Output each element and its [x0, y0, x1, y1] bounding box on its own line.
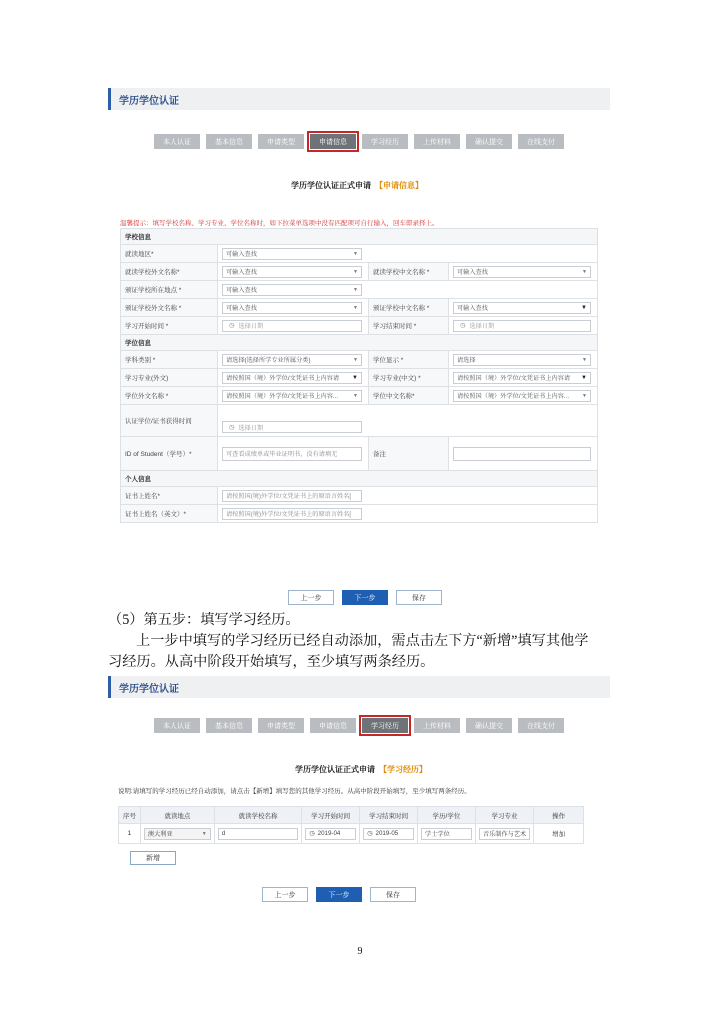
- start-date-label: 学习开始时间 *: [121, 317, 218, 335]
- chevron-down-icon: ▼: [582, 392, 587, 399]
- subject-select[interactable]: 请选择(选择所学专业所属分类) ▼: [222, 354, 362, 366]
- degree-cn-select[interactable]: 请按照国（境）外学位/文凭证书上内容... ▼: [453, 390, 591, 402]
- section-degree: 学位信息: [121, 335, 598, 351]
- school-foreign-label: 就读学校外文名称*: [121, 263, 218, 281]
- page-tag: 【学习经历】: [379, 765, 427, 774]
- page-title: 学历学位认证正式申请 【学习经历】: [295, 765, 427, 774]
- remark-input[interactable]: [453, 447, 591, 461]
- application-info-screenshot: [108, 88, 610, 608]
- issuer-foreign-select[interactable]: 可输入查找 ▼: [222, 302, 362, 314]
- major-cn-select[interactable]: 请按照国（境）外学位/文凭证书上内容请 ▼: [453, 372, 591, 384]
- row-index: 1: [119, 824, 141, 844]
- chevron-down-icon: ▼: [353, 356, 358, 363]
- step-application-type[interactable]: 申请类型: [258, 134, 304, 149]
- study-history-table: [118, 806, 584, 844]
- subject-label: 学科类别 *: [121, 351, 218, 369]
- issuer-cn-select[interactable]: 可输入查找 ▼: [453, 302, 591, 314]
- step-application-info[interactable]: 申请信息: [310, 718, 356, 733]
- add-button[interactable]: 新增: [130, 851, 176, 865]
- next-button[interactable]: 下一步: [342, 590, 388, 605]
- column-header: 学历/学位: [418, 807, 476, 824]
- issuer-region-select[interactable]: 可输入查找 ▼: [222, 284, 362, 296]
- clock-icon: ◷: [309, 830, 315, 837]
- end-date-picker[interactable]: ◷ 选择日期: [453, 320, 591, 332]
- column-header: 序号: [119, 807, 141, 824]
- step-application-type[interactable]: 申请类型: [258, 718, 304, 733]
- form-actions: [262, 887, 416, 902]
- section-header: 学历学位认证: [108, 88, 610, 110]
- step-study-history[interactable]: 学习经历: [362, 718, 408, 733]
- degree-input[interactable]: 学士学位: [421, 828, 472, 840]
- student-id-input[interactable]: 可查看成绩单或毕业证明书，没有请填无: [222, 447, 362, 461]
- section-header: 学历学位认证: [108, 676, 610, 698]
- step-identity[interactable]: 本人认证: [154, 134, 200, 149]
- chevron-down-icon: ▼: [353, 250, 358, 257]
- school-cn-label: 就读学校中文名称 *: [369, 263, 449, 281]
- step-identity[interactable]: 本人认证: [154, 718, 200, 733]
- issuer-foreign-label: 颁证学校外文名称 *: [121, 299, 218, 317]
- degree-cn-label: 学位中文名称*: [369, 387, 449, 405]
- section-personal: 个人信息: [121, 471, 598, 487]
- chevron-down-icon: ▼: [353, 304, 358, 311]
- student-id-label: ID of Student（学号）*: [121, 437, 218, 471]
- section-school: 学校信息: [121, 229, 598, 245]
- column-header: 学习开始时间: [302, 807, 360, 824]
- column-header: 就读学校名称: [214, 807, 302, 824]
- step-nav: [154, 134, 564, 149]
- school-cn-select[interactable]: 可输入查找 ▼: [453, 266, 591, 278]
- next-button[interactable]: 下一步: [316, 887, 362, 902]
- cert-name-en-label: 证书上姓名（英文）*: [121, 505, 218, 523]
- award-date-picker[interactable]: ◷ 选择日期: [222, 421, 362, 433]
- award-date-label: 认证学位/证书获得时间: [121, 405, 218, 437]
- step-nav: [154, 718, 564, 733]
- column-header: 学习专业: [475, 807, 533, 824]
- step-confirm[interactable]: 确认提交: [466, 134, 512, 149]
- school-foreign-select[interactable]: 可输入查找 ▼: [222, 266, 362, 278]
- major-cn-label: 学习专业(中文) *: [369, 369, 449, 387]
- degree-en-select[interactable]: 请按照国（境）外学位/文凭证书上内容... ▼: [222, 390, 362, 402]
- step-upload[interactable]: 上传材料: [414, 718, 460, 733]
- clock-icon: ◷: [460, 322, 466, 329]
- cert-name-input[interactable]: 请按照国(境)外学位/文凭证书上的原语言姓名[: [222, 490, 362, 502]
- prev-button[interactable]: 上一步: [262, 887, 308, 902]
- column-header: 就读地点: [140, 807, 214, 824]
- chevron-down-icon: ▼: [201, 830, 207, 837]
- chevron-down-icon: ▼: [352, 374, 358, 381]
- chevron-down-icon: ▼: [581, 304, 587, 311]
- chevron-down-icon: ▼: [582, 356, 587, 363]
- application-form: [120, 228, 598, 523]
- major-en-label: 学习专业(外文): [121, 369, 218, 387]
- end-date-picker[interactable]: ◷ 2019-05: [363, 828, 414, 840]
- page-title: 学历学位认证正式申请 【申请信息】: [291, 181, 423, 190]
- page-tag: 【申请信息】: [375, 181, 423, 190]
- column-header: 操作: [534, 807, 584, 824]
- prev-button[interactable]: 上一步: [288, 590, 334, 605]
- step-payment[interactable]: 在线支付: [518, 134, 564, 149]
- step-basic-info[interactable]: 基本信息: [206, 718, 252, 733]
- step-confirm[interactable]: 确认提交: [466, 718, 512, 733]
- end-date-label: 学习结束时间 *: [369, 317, 449, 335]
- chevron-down-icon: ▼: [353, 286, 358, 293]
- degree-show-label: 学位显示 *: [369, 351, 449, 369]
- start-date-picker[interactable]: ◷ 2019-04: [305, 828, 356, 840]
- column-header: 学习结束时间: [360, 807, 418, 824]
- page-number: 9: [357, 946, 363, 957]
- step-basic-info[interactable]: 基本信息: [206, 134, 252, 149]
- step-payment[interactable]: 在线支付: [518, 718, 564, 733]
- table-row: [119, 824, 584, 844]
- school-input[interactable]: d: [218, 828, 299, 840]
- issuer-region-label: 颁证学校所在地点 *: [121, 281, 218, 299]
- cert-name-en-input[interactable]: 请按照国(境)外学位/文凭证书上的原语言姓名[: [222, 508, 362, 520]
- country-label: 就读地区*: [121, 245, 218, 263]
- step-application-info[interactable]: 申请信息: [310, 134, 356, 149]
- location-select[interactable]: 澳大利亚 ▼: [144, 828, 211, 840]
- remark-label: 备注: [369, 437, 449, 471]
- step5-heading: （5）第五步：填写学习经历。: [108, 612, 300, 628]
- clock-icon: ◷: [367, 830, 373, 837]
- issuer-cn-label: 颁证学校中文名称 *: [369, 299, 449, 317]
- degree-en-label: 学位外文名称 *: [121, 387, 218, 405]
- step-upload[interactable]: 上传材料: [414, 134, 460, 149]
- notice: 温馨提示：填写学校名称、学习专业、学位名称时，如下拉菜单选项中没有匹配项可自行输入，回车即录择上。: [120, 220, 439, 227]
- chevron-down-icon: ▼: [581, 374, 587, 381]
- clock-icon: ◷: [229, 423, 235, 431]
- cert-name-label: 证书上姓名*: [121, 487, 218, 505]
- save-button[interactable]: 保存: [396, 590, 442, 605]
- major-en-select[interactable]: 请按照国（境）外学位/文凭证书上内容请 ▼: [222, 372, 362, 384]
- step-study-history[interactable]: 学习经历: [362, 134, 408, 149]
- country-select[interactable]: 可输入查找 ▼: [222, 248, 362, 260]
- form-actions: [288, 590, 442, 605]
- start-date-picker[interactable]: ◷ 选择日期: [222, 320, 362, 332]
- save-button[interactable]: 保存: [370, 887, 416, 902]
- clock-icon: ◷: [229, 322, 235, 329]
- notice: 说明:请填写的学习经历已经自动添加，请点击【新增】填写您的其他学习经历。从高中阶段开始填写，至少填写两条经历。: [118, 788, 471, 795]
- major-input[interactable]: 音乐制作与艺术: [479, 828, 530, 840]
- chevron-down-icon: ▼: [582, 268, 587, 275]
- step5-text-line2: 习经历。从高中阶段开始填写，至少填写两条经历。: [108, 654, 435, 670]
- chevron-down-icon: ▼: [353, 268, 358, 275]
- degree-show-select[interactable]: 请选择 ▼: [453, 354, 591, 366]
- row-action[interactable]: 增加: [534, 824, 584, 844]
- chevron-down-icon: ▼: [353, 392, 358, 399]
- step5-text-line1: 上一步中填写的学习经历已经自动添加，需点击左下方“新增”填写其他学: [136, 633, 589, 649]
- study-history-screenshot: [108, 676, 610, 908]
